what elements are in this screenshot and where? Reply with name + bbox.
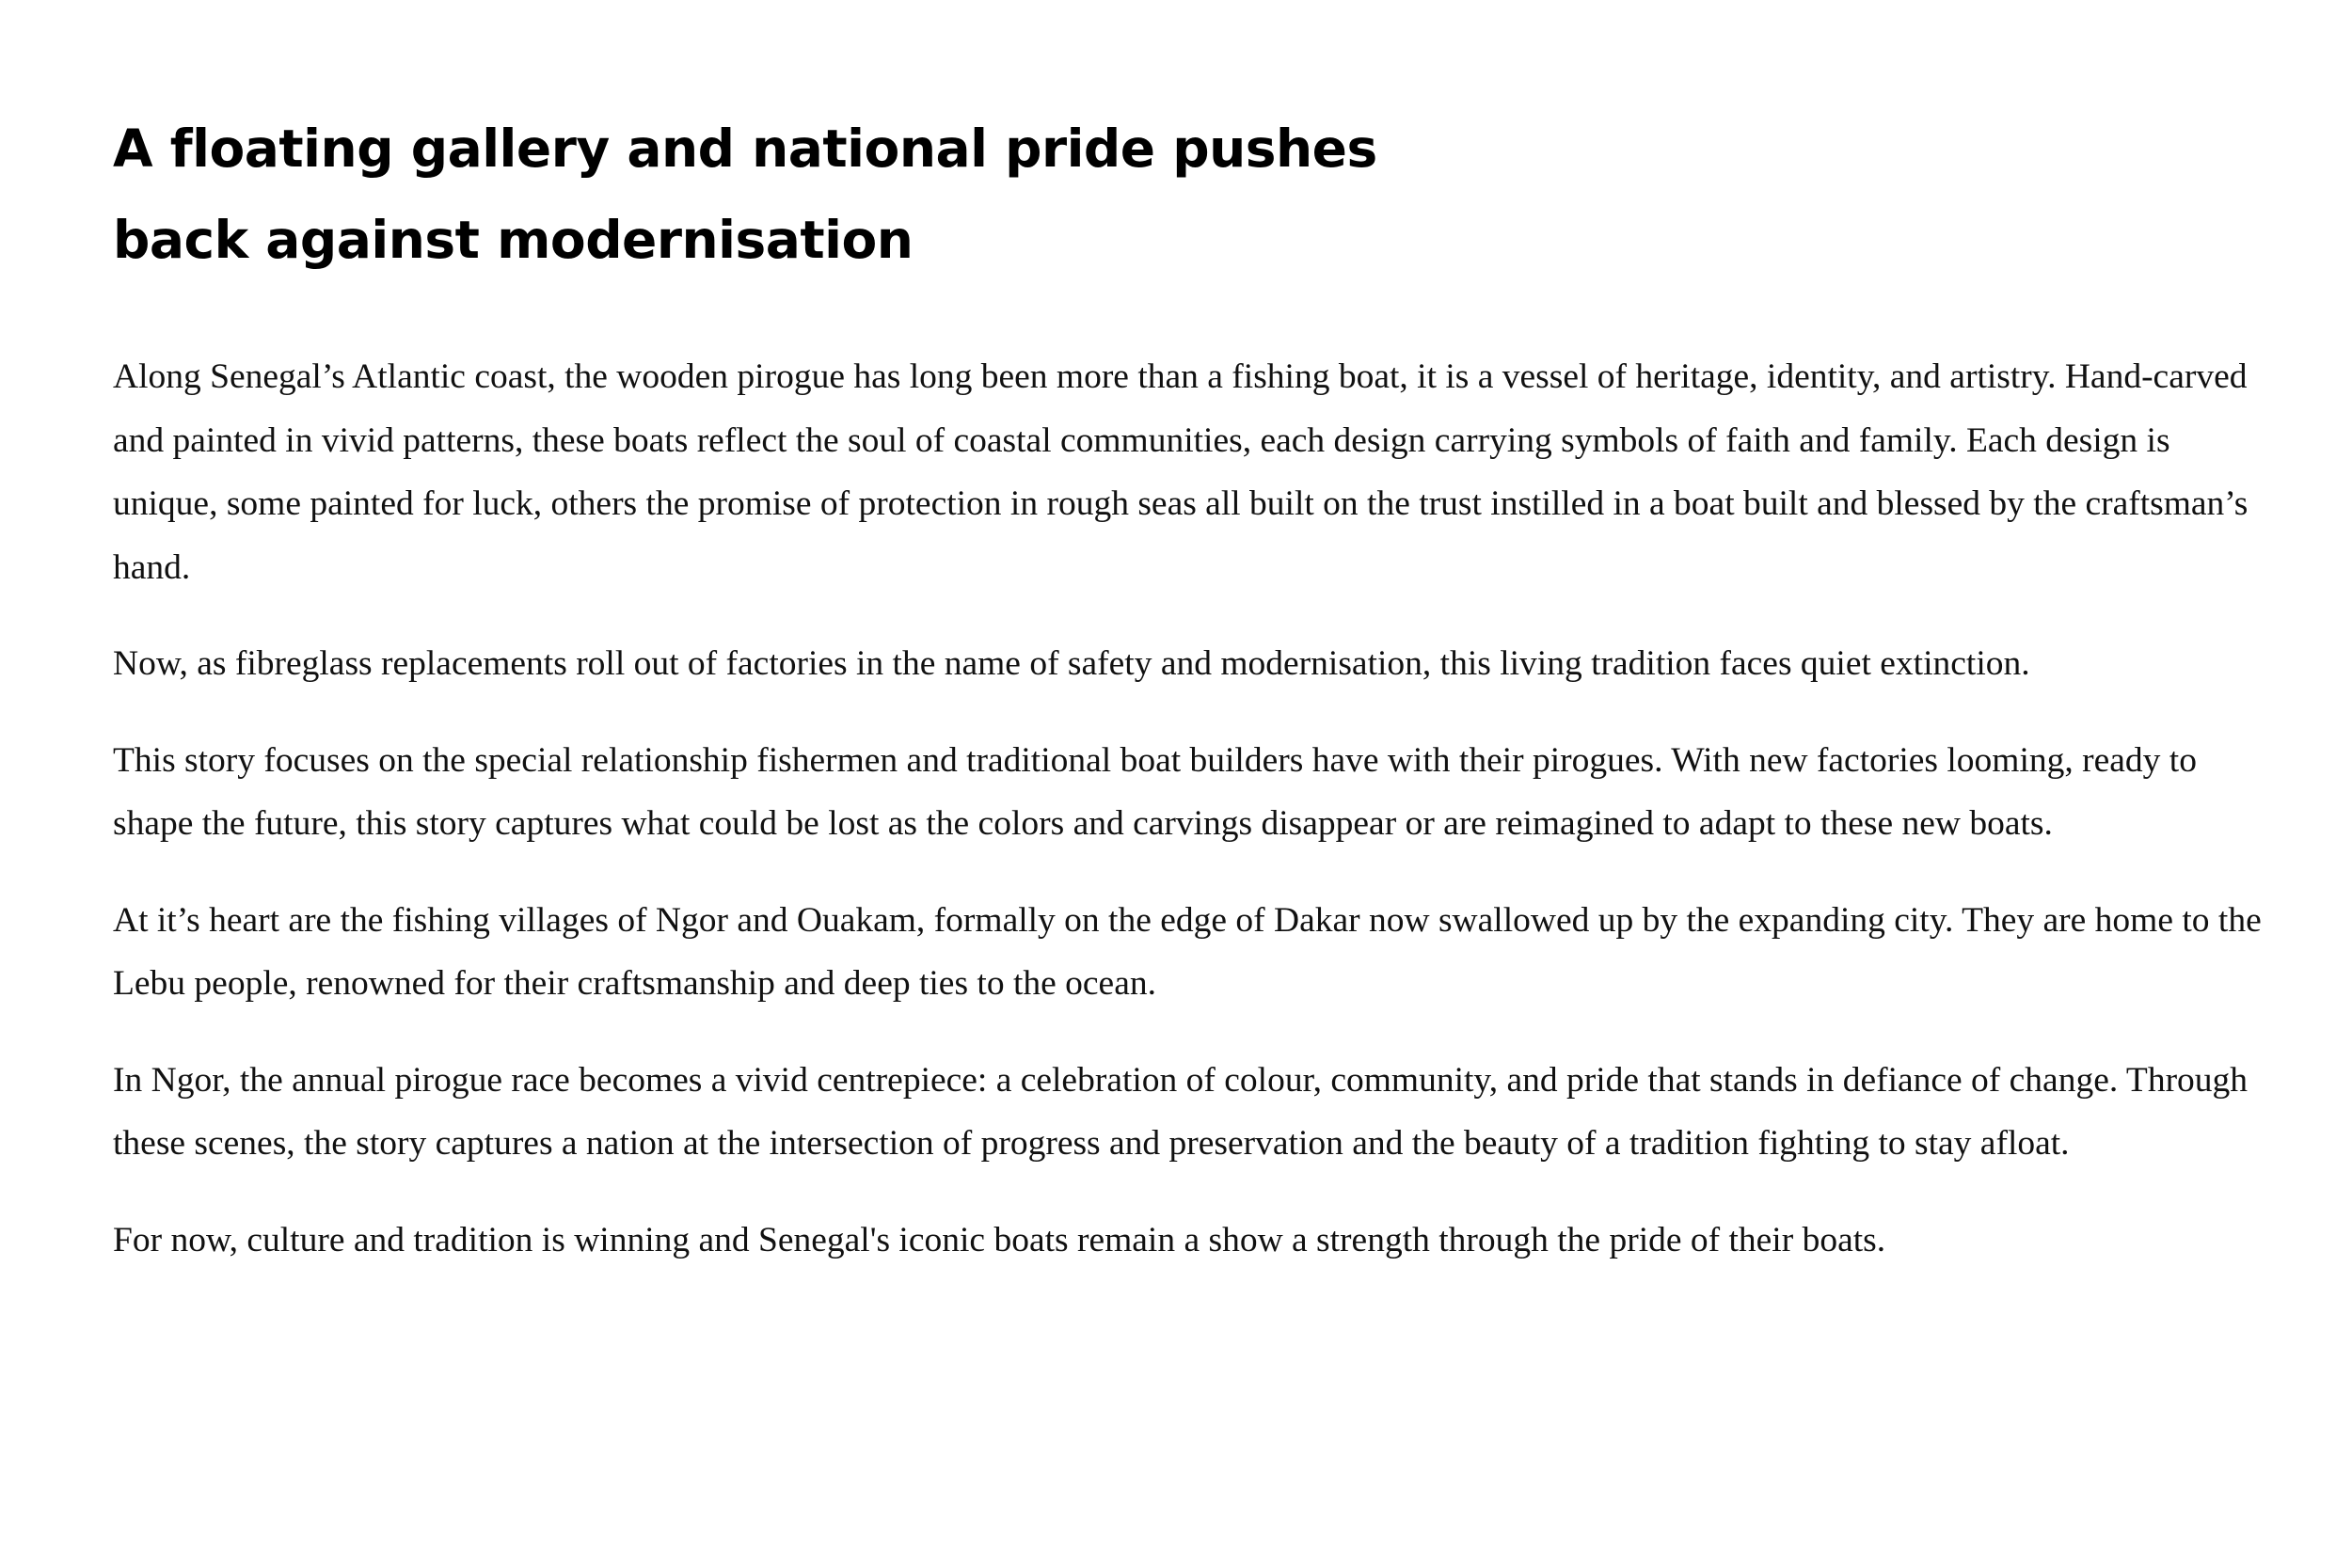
paragraph-fibreglass: Now, as fibreglass replacements roll out of factories in the name of safety and modernisation, this living tradition faces quiet extinction. [113, 644, 2030, 683]
article [113, 103, 2277, 1272]
paragraph-pirogue-race: In Ngor, the annual pirogue race becomes a vivid centrepiece: a celebration of colour, community, and pride that stands in defiance of change. Through these scenes, the story captures a nation at the intersection of progress and preservation and the beauty of a tradition fighting to stay afloat. [113, 1060, 2249, 1163]
paragraph-heritage: Along Senegal’s Atlantic coast, the wooden pirogue has long been more than a fishing boat, it is a vessel of heritage, identity, and artistry. Hand-carved and painted in vivid patterns, these boats reflect the soul of coastal communities, each design carrying symbols of faith and family. Each design is unique, some painted for luck, others the promise of protection in rough seas all built on the trust instilled in a boat built and blessed by the craftsman’s hand. [113, 357, 2249, 587]
article-body [113, 345, 2277, 1272]
paragraph-conclusion: For now, culture and tradition is winning and Senegal's iconic boats remain a show a strength through the pride of their boats. [113, 1220, 1886, 1259]
paragraph-story-focus: This story focuses on the special relationship fishermen and traditional boat builders have with their pirogues. With new factories looming, ready to shape the future, this story captures what could be lost as the colors and carvings disappear or are reimagined to adapt to these new boats. [113, 740, 2197, 843]
paragraph-villages: At it’s heart are the fishing villages of Ngor and Ouakam, formally on the edge of Dakar now swallowed up by the expanding city. They are home to the Lebu people, renowned for their craftsmanship and deep ties to the ocean. [113, 900, 2262, 1003]
article-title: A floating gallery and national pride pushes back against modernisation [113, 119, 1377, 270]
